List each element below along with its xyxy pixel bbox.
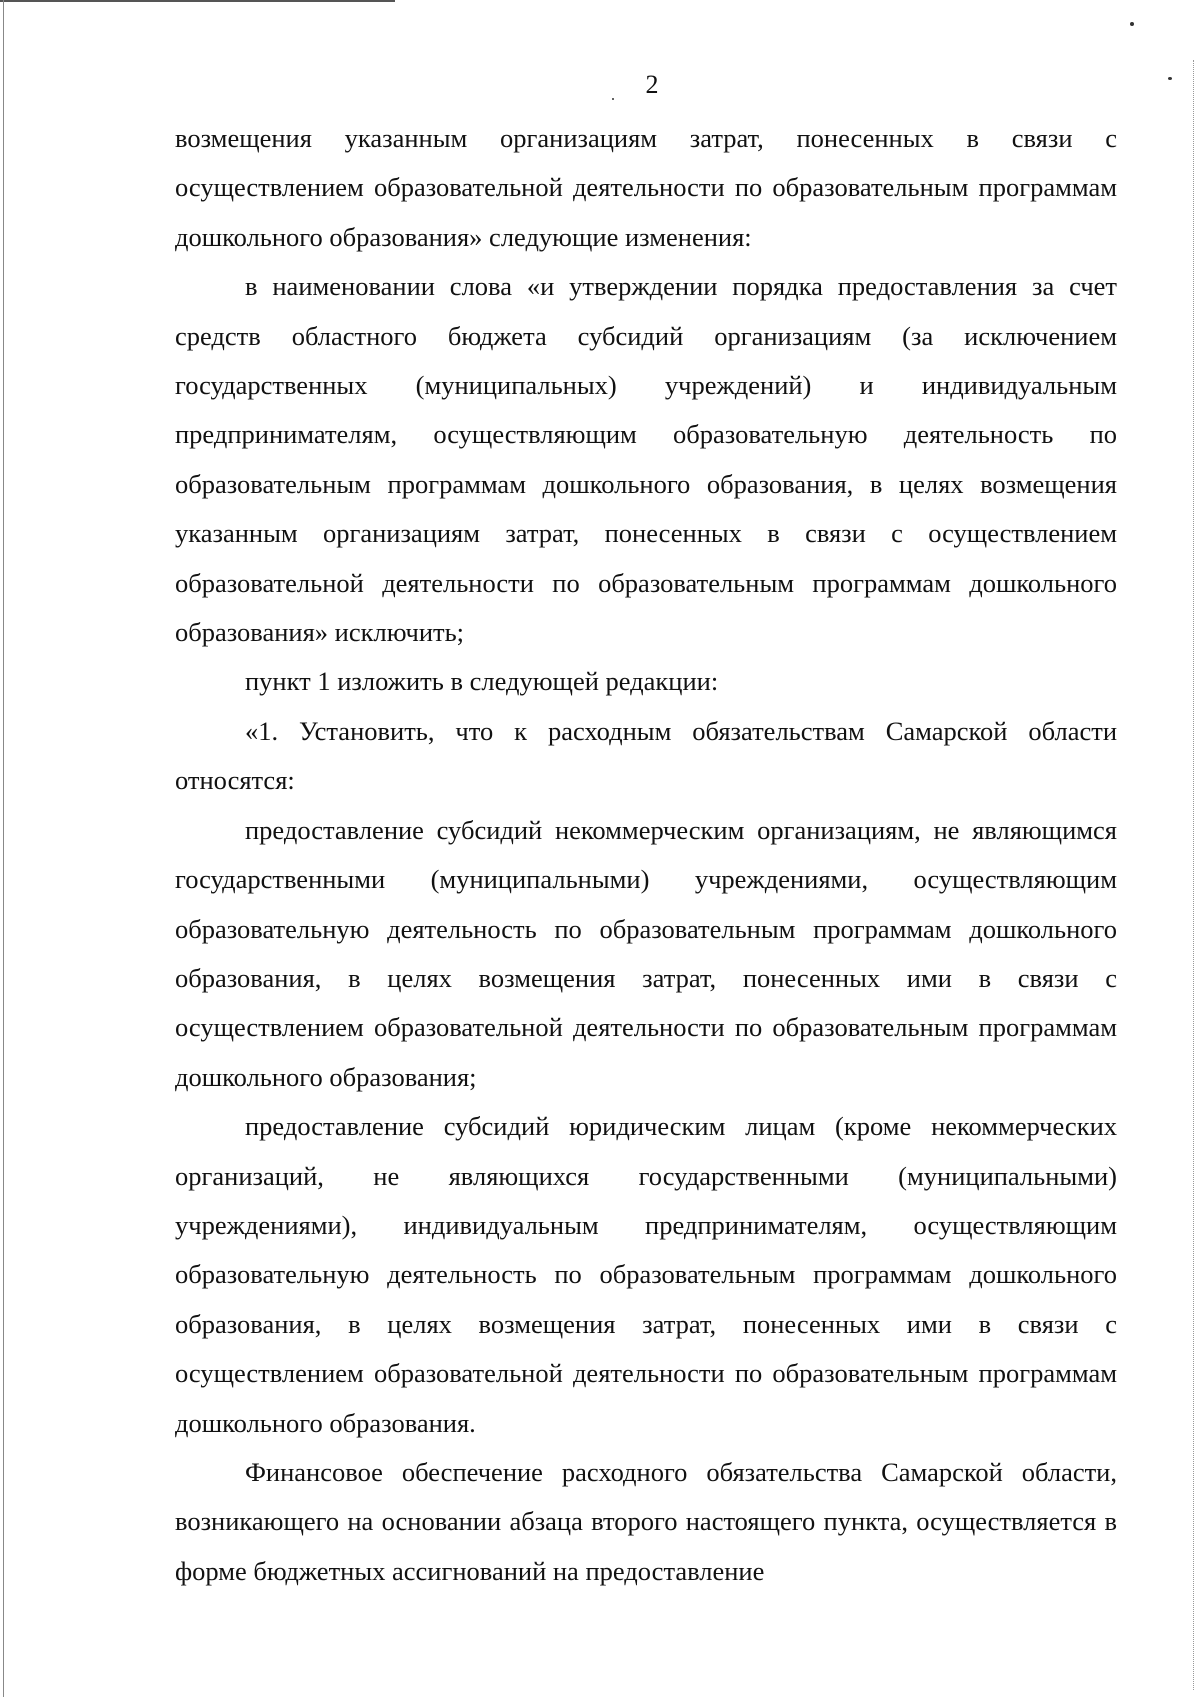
paragraph: Финансовое обеспечение расходного обязательства Самарской области, возникающего на основании абзаца второго настоящего пункта, осуществляется в форме бюджетных ассигнований на предоставление bbox=[175, 1456, 1117, 1586]
page-number: 2 bbox=[645, 70, 659, 99]
paragraph: пункт 1 изложить в следующей редакции: bbox=[245, 666, 719, 697]
paragraph: предоставление субсидий некоммерческим организациям, не являющимся государственными (муниципальными) учреждениями, осуществляющим образовательную деятельность по образовательным программам дошкольного образования, в целях возмещения затрат, понесенных ими в связи с осуществлением образовательной деятельности по образовательным программам дошкольного образования; bbox=[175, 814, 1117, 1092]
scan-left-border bbox=[3, 0, 4, 1697]
paragraph: предоставление субсидий юридическим лицам (кроме некоммерческих организаций, не являющихся государственными (муниципальными) учреждениями), индивидуальным предпринимателям, осуществляющим образовательную деятельность по образовательным программам дошкольного образования, в целях возмещения затрат, понесенных ими в связи с осуществлением образовательной деятельности по образовательным программам дошкольного образования. bbox=[175, 1111, 1117, 1438]
scan-right-border bbox=[1193, 60, 1194, 1690]
paragraph: в наименовании слова «и утверждении порядка предоставления за счет средств областного бюджета субсидий организациям (за исключением государственных (муниципальных) учреждений) и индивидуальным предпринимателям, осуществляющим образовательную деятельность по образовательным программам дошкольного образования, в целях возмещения указанным организациям затрат, понесенных в связи с осуществлением образовательной деятельности по образовательным программам дошкольного образования» исключить; bbox=[175, 271, 1117, 648]
document-page bbox=[175, 68, 1117, 1596]
scan-speck bbox=[1130, 22, 1134, 26]
paragraph: «1. Установить, что к расходным обязательствам Самарской области относятся: bbox=[175, 715, 1117, 796]
scan-speck bbox=[1168, 77, 1172, 80]
paragraph: возмещения указанным организациям затрат, понесенных в связи с осуществлением образовательной деятельности по образовательным программам дошкольного образования» следующие изменения: bbox=[175, 123, 1117, 252]
scan-top-border bbox=[0, 0, 395, 2]
